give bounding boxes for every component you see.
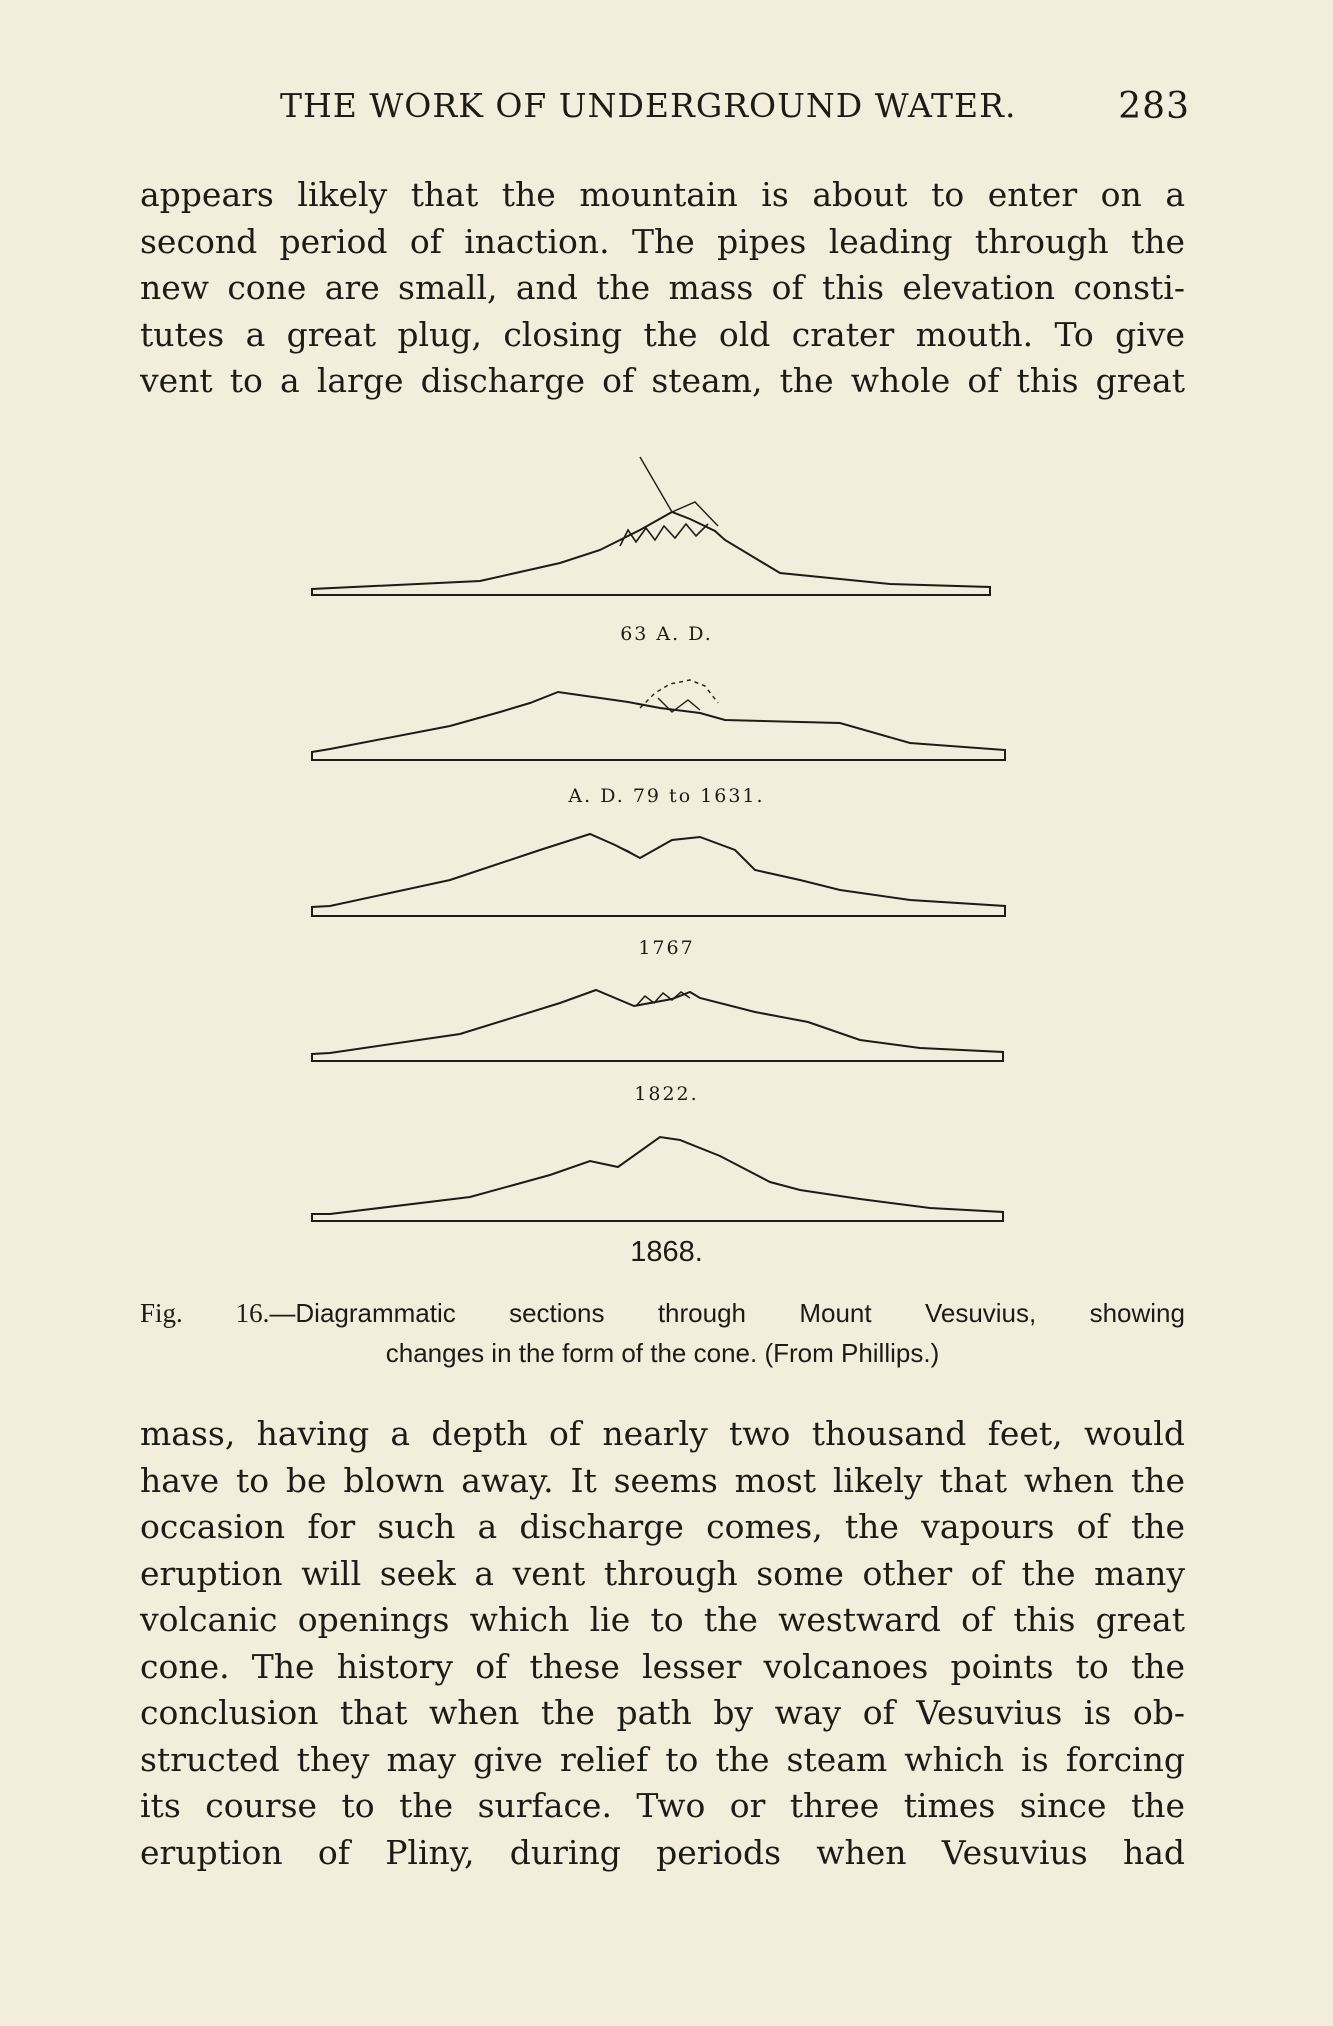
text-line: vent to a large discharge of steam, the whole of this great — [140, 361, 1185, 400]
section-label: 63 A. D. — [620, 623, 713, 645]
caption-line-1 — [140, 1293, 1185, 1333]
text-line: volcanic openings which lie to the westward of this great — [140, 1600, 1185, 1639]
section-label: 1767 — [638, 937, 695, 959]
section-label: 1822. — [634, 1083, 699, 1105]
figure-drawing — [0, 440, 1333, 1340]
running-title: THE WORK OF UNDERGROUND WATER. — [280, 86, 1017, 125]
paragraph-top — [140, 172, 1185, 405]
text-line: tutes a great plug, closing the old crater mouth. To give — [140, 314, 1185, 354]
text-line: eruption of Pliny, during periods when Vesuvius had — [140, 1832, 1185, 1872]
section-label: 1868. — [630, 1236, 703, 1268]
section-1868 — [312, 1137, 1003, 1221]
text-line: mass, having a depth of nearly two thousand feet, would — [140, 1414, 1185, 1453]
section-79-1631 — [312, 680, 1005, 760]
text-line: appears likely that the mountain is about to enter on a — [140, 175, 1185, 214]
paragraph-bottom — [140, 1411, 1185, 1876]
text-line: structed they may give relief to the steam which is forcing — [140, 1739, 1185, 1779]
section-1822 — [312, 990, 1003, 1061]
text-line: conclusion that when the path by way of Vesuvius is ob- — [140, 1693, 1185, 1732]
text-line: have to be blown away. It seems most likely that when the — [140, 1460, 1185, 1500]
section-63-ad — [312, 457, 990, 595]
section-1767 — [312, 834, 1005, 916]
figure-number: Fig. 16. — [140, 1298, 270, 1328]
caption-text-1: —Diagrammatic sections through Mount Vesuvius, showing — [269, 1298, 1185, 1328]
text-line: second period of inaction. The pipes leading through the — [140, 221, 1185, 261]
text-line: cone. The history of these lesser volcanoes points to the — [140, 1646, 1185, 1686]
section-label: A. D. 79 to 1631. — [568, 785, 765, 807]
figure-caption — [140, 1293, 1185, 1373]
figure-vesuvius-sections — [0, 440, 1333, 1440]
text-line: its course to the surface. Two or three times since the — [140, 1786, 1185, 1825]
text-line: occasion for such a discharge comes, the vapours of the — [140, 1507, 1185, 1546]
page-number: 283 — [1118, 86, 1190, 127]
caption-line-2: changes in the form of the cone. (From Phillips.) — [385, 1338, 940, 1368]
text-line: eruption will seek a vent through some other of the many — [140, 1553, 1185, 1593]
text-line: new cone are small, and the mass of this elevation consti- — [140, 268, 1185, 307]
